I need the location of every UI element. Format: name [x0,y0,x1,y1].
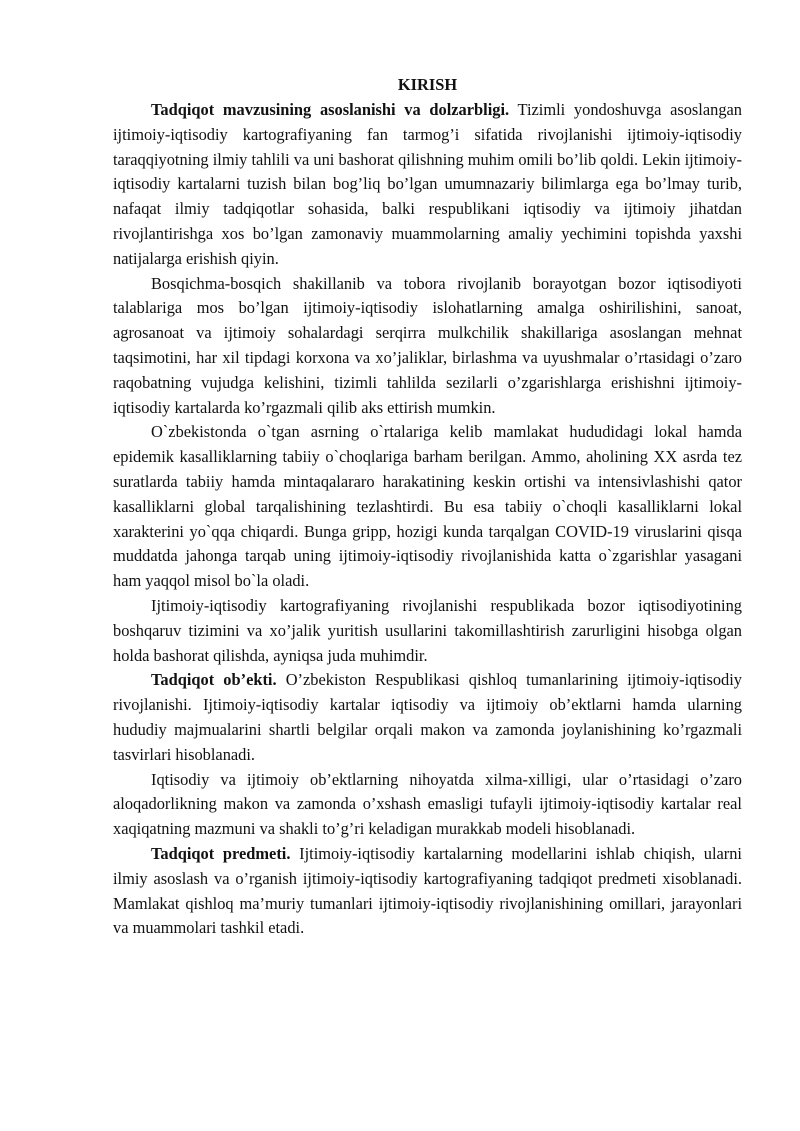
paragraph-text: Bosqichma-bosqich shakillanib va tobora rivojlanib borayotgan bozor iqtisodiyoti talablariga mos bo’lgan ijtimoiy-iqtisodiy islohatlarning amalga oshirilishini, sanoat, agrosanoat va ijtimoiy sohalardagi serqirra mulkchilik shakillariga asoslangan mehnat taqsimotini, har xil tipdagi korxona va xo’jaliklar, birlashma va uyushmalar o’rtasidagi o’zaro raqobatning vujudga kelishini, tizimli tahlilda sezilarli o’zgarishlarga erishishni ijtimoiy-iqtisodiy kartalarda ko’rgazmali qilib aks ettirish mumkin. [113,273,742,417]
paragraph-market-economy [113,272,742,421]
paragraph-research-subject [113,842,742,941]
paragraph-lead: Tadqiqot ob’ekti. [151,670,277,690]
page-title: KIRISH [397,75,458,94]
document-page [113,72,742,941]
paragraph-epidemics [113,420,742,594]
paragraph-lead: Tadqiqot predmeti. [151,843,291,863]
paragraph-text: O’zbekiston Respublikasi qishloq tumanlarining ijtimoiy-iqtisodiy rivojlanishi. Ijtimoiy-iqtisodiy kartalar iqtisodiy va ijtimoiy ob’ektlarni hamda ularning hududiy majmualarini shartli belgilar orqali makon va zamonda joylanishining ko’rgazmali tasvirlari hisoblanadi. [113,670,742,764]
paragraph-lead: Tadqiqot mavzusining asoslanishi va dolzarbligi. [151,100,510,119]
paragraph-text: O`zbekistonda o`tgan asrning o`rtalariga kelib mamlakat hududidagi lokal hamda epidemik kasalliklarning tabiiy o`choqlariga barham berilgan. Ammo, aholining XX asrda tez suratlarda tabiiy hamda mintaqalararo harakatining keskin ortishi va intensivlashishi qator kasalliklarni global tarqalishining tezlashtirdi. Bu esa tabiiy o`choqli kasalliklarni lokal xarakterini yo`qqa chiqardi. Bunga gripp, hozigi kunda tarqalgan COVID-19 viruslarini qisqa muddatda jahonga tarqab uning ijtimoiy-iqtisodiy rivojlanishida katta o`zgarishlar yasagani ham yaqqol misol bo`la oladi. [113,422,742,591]
paragraph-relevance [113,98,742,272]
paragraph-text: Tizimli yondoshuvga asoslangan ijtimoiy-iqtisodiy kartografiyaning fan tarmog’i sifatida rivojlanishi ijtimoiy-iqtisodiy taraqqiyotning ilmiy tahlili va uni bashorat qilishning muhim omili bo’lib qoldi. Lekin ijtimoiy-iqtisodiy kartalarni tuzish bilan bog’liq bo’lgan umumnazariy bilimlarga ega bo’lmay turib, nafaqat ilmiy tadqiqotlar sohasida, balki respublikani iqtisodiy va ijtimoiy jihatdan rivojlantirishga xos bo’lgan zamonaviy muammolarning amaliy yechimini topishda yaxshi natijalarga erishish qiyin. [113,100,742,268]
paragraph-objects-diversity [113,768,742,842]
paragraph-text: Ijtimoiy-iqtisodiy kartalarning modellarini ishlab chiqish, ularni ilmiy asoslash va o’rganish ijtimoiy-iqtisodiy kartografiyaning tadqiqot predmeti xisoblanadi. Mamlakat qishloq ma’muriy tumanlari ijtimoiy-iqtisodiy rivojlanishining omillari, jarayonlari va muammolari tashkil etadi. [113,843,742,938]
paragraph-cartography-development [113,594,742,668]
paragraph-research-object [113,668,742,767]
paragraph-text: Ijtimoiy-iqtisodiy kartografiyaning rivojlanishi respublikada bozor iqtisodiyotining boshqaruv tizimini va xo’jalik yuritish usullarini takomillashtirish zarurligini hisobga olgan holda bashorat qilishda, ayniqsa juda muhimdir. [113,595,742,665]
paragraph-text: Iqtisodiy va ijtimoiy ob’ektlarning nihoyatda xilma-xilligi, ular o’rtasidagi o’zaro aloqadorlikning makon va zamonda o’xshash emasligi tufayli ijtimoiy-iqtisodiy kartalar real xaqiqatning mazmuni va shakli to’g’ri keladigan murakkab modeli hisoblanadi. [113,769,742,839]
